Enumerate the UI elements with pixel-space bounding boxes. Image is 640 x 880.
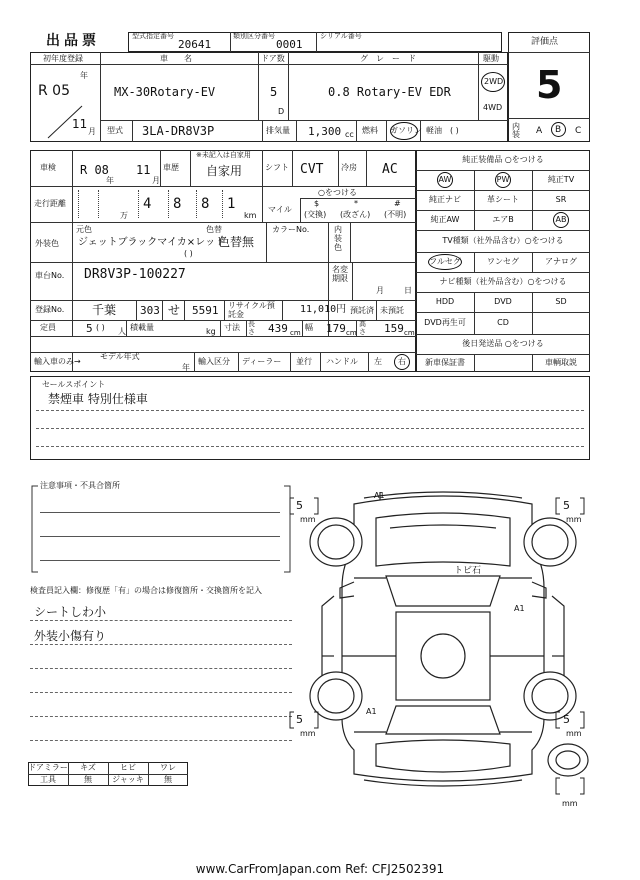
ac-value: AC xyxy=(382,162,398,177)
color-no-label: カラーNo. xyxy=(272,225,310,234)
missing-header: ドアミラー xyxy=(28,763,68,772)
specs-box xyxy=(30,150,416,372)
dim-label: 寸法 xyxy=(224,323,240,332)
missing-value: 無 xyxy=(84,775,92,784)
equipment-item: フルセグ xyxy=(429,257,461,266)
mark-chip: トビ石 xyxy=(454,566,482,576)
mileage-digit: 8 xyxy=(201,196,210,212)
shaken-month: 11 xyxy=(136,163,151,177)
mile-note: ○をつける xyxy=(318,188,357,197)
width-value: 179 xyxy=(326,322,346,335)
shaken-era: R 08 xyxy=(80,163,109,177)
history-note: ※未記入は自家用 xyxy=(196,151,251,159)
mileage-digit-cell xyxy=(138,190,156,218)
displacement-value: 1,300 xyxy=(308,125,342,138)
recycle-amount: 11,010円 xyxy=(300,304,347,315)
mark-a1-right: A1 xyxy=(514,604,525,613)
equipment-item: SD xyxy=(555,297,567,306)
equipment-selected-circle xyxy=(437,172,453,188)
note-line-2: 外装小傷有り xyxy=(34,629,107,643)
mark-a1-top: A1 xyxy=(374,491,385,500)
sales-box xyxy=(30,376,590,460)
footer-ref: www.CarFromJapan.com Ref: CFJ2502391 xyxy=(195,862,445,876)
missing-header: キズ xyxy=(80,763,96,772)
car-name: MX-30Rotary-EV xyxy=(114,85,216,99)
tire-fl-depth: 5 xyxy=(296,499,303,512)
equipment-item: DVD xyxy=(494,297,512,306)
name-change-label: 名変期限 xyxy=(332,265,348,283)
mileage-digit: 8 xyxy=(173,196,182,212)
equipment-item: HDD xyxy=(435,297,455,306)
car-name-label: 車名 xyxy=(160,54,208,63)
equipment-section-label: 後日発送品 ○をつける xyxy=(462,339,544,348)
drive-label: 駆動 xyxy=(483,54,499,63)
load-label: 積載量 xyxy=(130,323,154,332)
sales-label: セールスポイント xyxy=(42,380,106,389)
note-line-1: シートしわ小 xyxy=(34,605,107,619)
mileage-digit-cell xyxy=(98,190,116,218)
interior-label: 内装 xyxy=(512,122,520,140)
doors-label: ドア数 xyxy=(261,54,285,63)
unknown-label: (不明) xyxy=(384,210,407,219)
import-cat-label: 輸入区分 xyxy=(198,357,230,366)
drive-2wd: 2WD xyxy=(484,77,504,86)
model-no: 20641 xyxy=(178,38,212,51)
mileage-label: 走行距離 xyxy=(34,199,66,208)
repaint-value: 色替無 xyxy=(218,235,255,249)
class-no-label: 類別区分番号 xyxy=(233,32,275,40)
model-no-label: 型式指定番号 xyxy=(132,32,174,40)
equipment-item: AB xyxy=(555,215,567,224)
recycle-label: リサイクル預託金 xyxy=(228,301,275,319)
handle-right: 右 xyxy=(398,357,406,366)
mileage-digit-cell xyxy=(196,190,214,218)
equipment-item: DVD再生可 xyxy=(424,318,466,327)
grade-value: 0.8 Rotary-EV EDR xyxy=(328,85,451,99)
fuel-label: 燃料 xyxy=(362,126,378,135)
first-reg-label: 初年度登録 xyxy=(43,54,83,63)
type-label: 型式 xyxy=(107,126,123,135)
vin-value: DR8V3P-100227 xyxy=(84,267,186,282)
equipment-item: 新車保証書 xyxy=(425,358,465,367)
mileage-digit-cell xyxy=(78,190,96,218)
type-value: 3LA-DR8V3P xyxy=(142,124,215,138)
equipment-item: SR xyxy=(555,195,567,204)
first-reg-month: 11 xyxy=(72,117,88,131)
mileage-digit-cell xyxy=(168,190,186,218)
equipment-item: 純正ナビ xyxy=(429,195,461,204)
mileage-digit-cell xyxy=(222,190,240,218)
swap-label: (交換) xyxy=(304,210,327,219)
history-value: 自家用 xyxy=(206,164,243,178)
equipment-selected-circle xyxy=(553,212,569,228)
history-label: 車歴 xyxy=(163,163,179,172)
color-label: 外装色 xyxy=(35,239,59,248)
height-value: 159 xyxy=(384,322,404,335)
shift-value: CVT xyxy=(300,162,324,177)
color-value: ジェットブラックマイカ×レッド xyxy=(78,237,226,248)
missing-value: 工具 xyxy=(40,775,56,784)
sales-text: 禁煙車 特別仕様車 xyxy=(48,392,148,406)
equipment-item: AW xyxy=(438,175,452,184)
drive-4wd: 4WD xyxy=(483,103,503,112)
fuel-diesel: 軽油 xyxy=(426,126,442,135)
equipment-item: エアB xyxy=(492,215,514,224)
tire-fr-depth: 5 xyxy=(563,499,570,512)
missing-value: 無 xyxy=(164,775,172,784)
serial-label: シリアル番号 xyxy=(320,32,362,40)
equipment-item: 革シート xyxy=(487,195,519,204)
capacity-value: 5 xyxy=(86,322,93,335)
missing-header: ヒビ xyxy=(120,763,136,772)
reg-kana: せ xyxy=(168,303,181,317)
tamper-label: (改ざん) xyxy=(340,210,371,219)
mark-a1-left: A1 xyxy=(366,707,377,716)
length-value: 439 xyxy=(268,322,288,335)
reg-label: 登録No. xyxy=(35,305,65,314)
capacity-label: 定員 xyxy=(40,323,56,332)
equipment-item: ワンセグ xyxy=(487,257,519,266)
equipment-section-label: ナビ種類（社外品含む）○をつける xyxy=(439,277,567,286)
mileage-digit: 1 xyxy=(227,196,236,212)
interior-color-label: 内装色 xyxy=(334,225,342,252)
form-title: 出品票 xyxy=(46,33,100,49)
handle-label: ハンドル xyxy=(326,357,358,366)
missing-header: ワレ xyxy=(160,763,176,772)
equipment-item: 純正AW xyxy=(430,215,460,224)
shaken-label: 車検 xyxy=(40,163,56,172)
fuel-gas: ガソリン xyxy=(390,126,422,135)
doors-value: 5 xyxy=(270,85,278,99)
tire-rr-depth: 5 xyxy=(563,713,570,726)
equipment-item: PW xyxy=(496,175,510,184)
reg-class: 303 xyxy=(140,304,160,317)
equipment-item: CD xyxy=(497,318,509,327)
rating-value: 5 xyxy=(536,63,563,107)
equipment-selected-circle xyxy=(428,254,462,270)
reg-num: 5591 xyxy=(192,304,219,317)
equipment-selected-circle xyxy=(495,172,511,188)
tire-brackets xyxy=(288,496,592,746)
mile-label: マイル xyxy=(268,205,292,214)
ac-label: 冷房 xyxy=(341,163,357,172)
grade-label: グレード xyxy=(360,54,424,63)
diagonal-slash xyxy=(44,104,84,140)
missing-value: ジャッキ xyxy=(112,775,144,784)
vin-label: 車台No. xyxy=(35,271,65,280)
equipment-section-label: TV種類（社外品含む）○をつける xyxy=(442,236,564,245)
tire-rl-depth: 5 xyxy=(296,713,303,726)
equipment-item: 車輌取説 xyxy=(545,358,577,367)
equipment-item: アナログ xyxy=(545,257,577,266)
class-no: 0001 xyxy=(276,38,303,51)
mileage-digit: 4 xyxy=(143,196,152,212)
spare-bracket xyxy=(552,744,592,802)
equipment-item: 純正TV xyxy=(547,175,575,184)
shift-label: シフト xyxy=(265,163,289,172)
rating-label: 評価点 xyxy=(531,37,559,47)
inspector-label: 検査員記入欄：修復歴「有」の場合は修復箇所・交換箇所を記入 xyxy=(30,586,262,595)
first-reg-era: R 05 xyxy=(38,83,70,99)
import-label: 輸入車のみ→ xyxy=(34,357,81,366)
equipment-section-label: 純正装備品 ○をつける xyxy=(462,155,544,164)
reg-area: 千葉 xyxy=(92,303,117,317)
displacement-label: 排気量 xyxy=(266,126,290,135)
caution-label: 注意事項・不具合箇所 xyxy=(40,481,120,490)
